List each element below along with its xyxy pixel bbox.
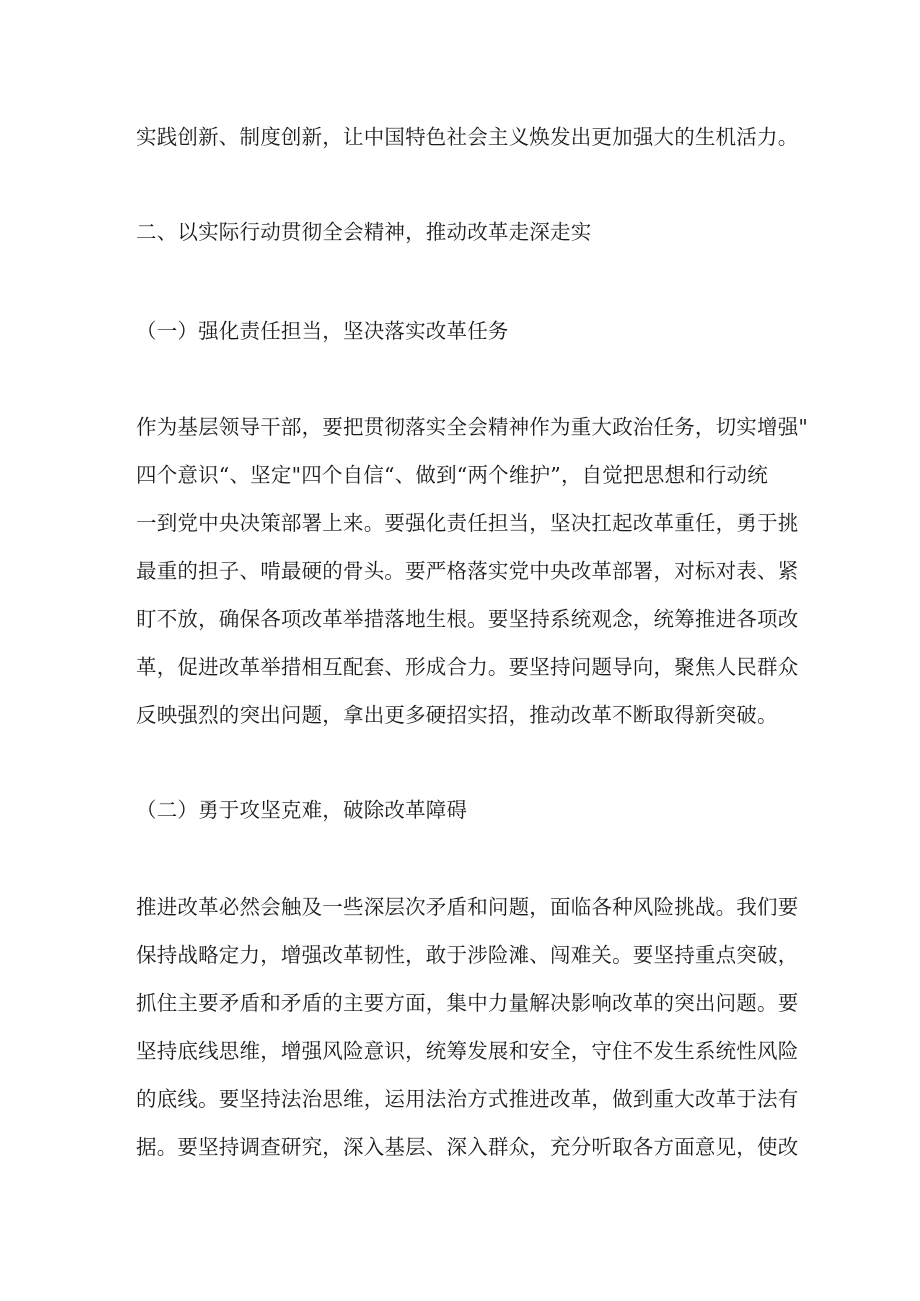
paragraph-line: 四个意识“、坚定"四个自信“、做到“两个维护”，自觉把思想和行动统 — [136, 463, 768, 487]
paragraph-line: 坚持底线思维，增强风险意识，统筹发展和安全，守住不发生系统性风险 — [136, 1039, 799, 1063]
paragraph-line: 一到党中央决策部署上来。要强化责任担当，坚决扛起改革重任，勇于挑 — [136, 511, 799, 535]
paragraph-line: 保持战略定力，增强改革韧性，敢于涉险滩、闯难关。要坚持重点突破， — [136, 943, 799, 967]
section-title: 二、以实际行动贯彻全会精神，推动改革走深走实 — [136, 220, 592, 244]
paragraph-line: 反映强烈的突出问题，拿出更多硬招实招，推动改革不断取得新突破。 — [136, 703, 778, 727]
paragraph-line: 的底线。要坚持法治思维，运用法治方式推进改革，做到重大改革于法有 — [136, 1087, 799, 1111]
paragraph-line: 据。要坚持调查研究，深入基层、深入群众，充分听取各方面意见，使改 — [136, 1135, 799, 1159]
subsection-2-title: （二）勇于攻坚克难，破除改革障碍 — [136, 798, 468, 822]
paragraph-line: 盯不放，确保各项改革举措落地生根。要坚持系统观念，统筹推进各项改 — [136, 607, 799, 631]
paragraph-line: 革，促进改革举措相互配套、形成合力。要坚持问题导向，聚焦人民群众 — [136, 655, 799, 679]
paragraph-line: 推进改革必然会触及一些深层次矛盾和问题，面临各种风险挑战。我们要 — [136, 895, 799, 919]
paragraph-line: 作为基层领导干部，要把贯彻落实全会精神作为重大政治任务，切实增强" — [136, 415, 809, 439]
intro-line: 实践创新、制度创新，让中国特色社会主义焕发出更加强大的生机活力。 — [136, 125, 799, 149]
paragraph-line: 最重的担子、啃最硬的骨头。要严格落实党中央改革部署，对标对表、紧 — [136, 559, 799, 583]
subsection-1-title: （一）强化责任担当，坚决落实改革任务 — [136, 319, 509, 343]
paragraph-line: 抓住主要矛盾和矛盾的主要方面，集中力量解决影响改革的突出问题。要 — [136, 991, 799, 1015]
